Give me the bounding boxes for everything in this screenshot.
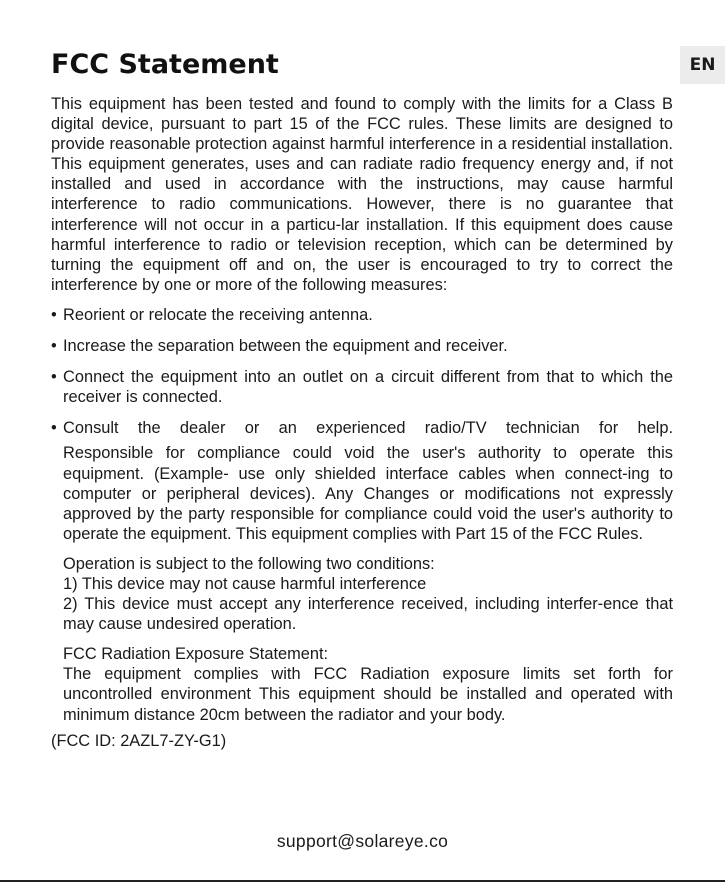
radiation-text: The equipment complies with FCC Radiation exposure limits set forth for uncontrolled environment This equipment should be installed and operated with minimum distance 20cm between the radiator and your body. [63,665,673,724]
footer-divider [0,880,725,882]
condition-item-1: 1) This device may not cause harmful interference [63,574,427,593]
bullet-icon: • [51,419,57,438]
responsibility-paragraph: Responsible for compliance could void the user's authority to operate this equipment. (Example- use only shielded interface cables when connect-ing to computer or peripheral devices). Any Changes or modifications not expressly approved by the party responsible for compliance could void the user's authority to operate the equipment. This equipment complies with Part 15 of the FCC Rules. [63,444,673,543]
list-item [51,367,673,407]
condition-item-2: 2) This device must accept any interference received, including interfer-ence that may cause undesired operation. [63,595,673,634]
radiation-heading: FCC Radiation Exposure Statement: [63,645,329,664]
list-item [51,418,673,438]
fcc-id: (FCC ID: 2AZL7-ZY-G1) [51,731,227,750]
measure-text: Connect the equipment into an outlet on a circuit different from that to which the receiver is connected. [63,368,673,407]
intro-paragraph: This equipment has been tested and found to comply with the limits for a Class B digital device, pursuant to part 15 of the FCC rules. These limits are designed to provide reasonable protection against harmful interference in a residential installation. This equipment generates, uses and can radiate radio frequency energy and, if not installed and used in accordance with the instructions, may cause harmful interference to radio communications. However, there is no guarantee that interference will not occur in a particu-lar installation. If this equipment does cause harmful interference to radio or television reception, which can be determined by turning the equipment off and on, the user is encouraged to try to correct the interference by one or more of the following measures: [51,95,673,294]
bullet-icon: • [51,305,57,324]
conditions-heading: Operation is subject to the following two conditions: [63,554,435,573]
measure-text: Increase the separation between the equipment and receiver. [63,337,508,356]
conditions-block [63,554,673,634]
measure-text: Consult the dealer or an experienced radio/TV technician for help. [63,419,673,438]
support-email-link[interactable]: support@solareye.co [276,831,449,851]
list-item [51,305,673,325]
bullet-icon: • [51,337,57,356]
measures-list [51,305,673,438]
language-tab-en[interactable]: EN [680,46,725,84]
list-item [51,336,673,356]
fcc-statement-page [51,48,673,751]
responsibility-block [63,443,673,543]
measure-text: Reorient or relocate the receiving antenna. [63,305,373,324]
bullet-icon: • [51,368,57,387]
page-title: FCC Statement [51,49,279,80]
radiation-block [63,644,673,724]
